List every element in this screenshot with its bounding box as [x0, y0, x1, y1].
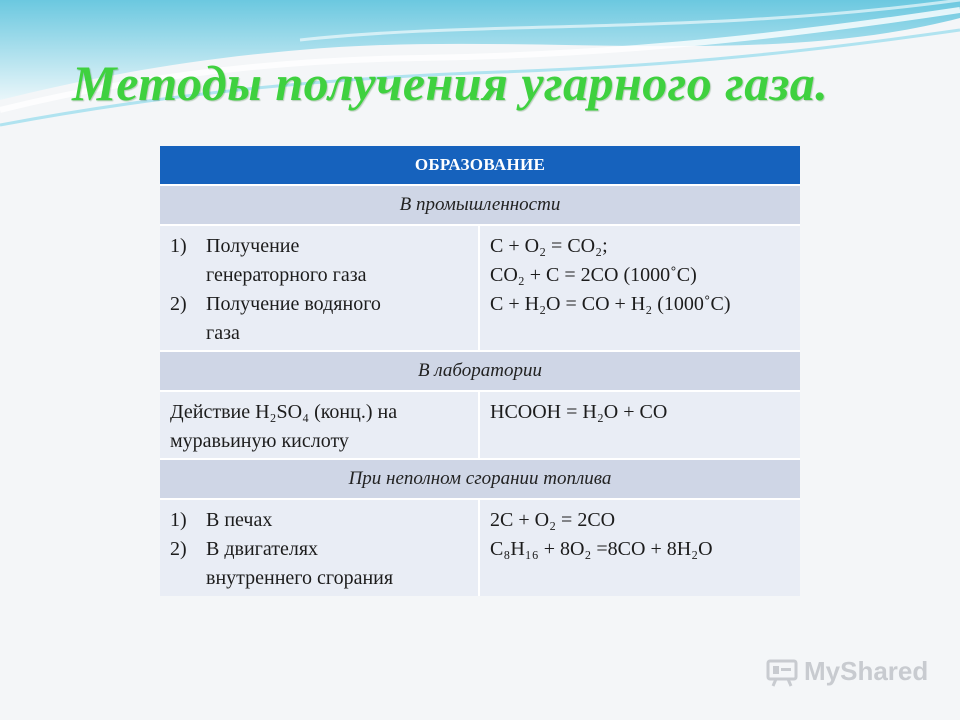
- list-text: газа: [206, 322, 240, 344]
- list-number: 1): [170, 509, 187, 531]
- list-text: внутреннего сгорания: [206, 567, 394, 589]
- list-text: В двигателях: [206, 538, 319, 560]
- methods-table: [160, 146, 800, 596]
- equation: C₈H₁₆ + 8O₂ =8CO + 8H₂O: [490, 538, 713, 560]
- lab-equation-cell: [480, 392, 800, 458]
- list-item: [170, 535, 468, 593]
- equation: CO₂ + C = 2CO (1000˚C): [490, 264, 697, 286]
- projector-icon: [766, 657, 798, 687]
- combustion-methods-cell: [160, 500, 480, 596]
- section-lab: В лаборатории: [160, 350, 800, 390]
- list-text: Получение: [206, 235, 300, 257]
- list-text: Получение водяного: [206, 293, 381, 315]
- list-number: 2): [170, 538, 187, 560]
- table-row: [160, 224, 800, 350]
- table-row: [160, 498, 800, 596]
- equation: HCOOH = H₂O + CO: [490, 401, 668, 423]
- list-number: 1): [170, 235, 187, 257]
- equation: 2C + O₂ = 2CO: [490, 509, 616, 531]
- section-combustion: При неполном сгорании топлива: [160, 458, 800, 498]
- myshared-watermark: [766, 656, 928, 687]
- cell-text: Действие H₂SO₄ (конц.) на: [170, 401, 398, 423]
- slide-title: Методы получения угарного газа.: [72, 55, 829, 111]
- lab-method-cell: [160, 392, 480, 458]
- section-industry: В промышленности: [160, 184, 800, 224]
- industry-methods-cell: [160, 226, 480, 350]
- industry-equations-cell: [480, 226, 800, 350]
- list-item: [170, 290, 468, 348]
- table-header: ОБРАЗОВАНИЕ: [160, 146, 800, 184]
- list-text: генераторного газа: [206, 264, 367, 286]
- list-item: [170, 232, 468, 290]
- equation: C + O₂ = CO₂;: [490, 235, 608, 257]
- watermark-text: MyShared: [804, 656, 929, 686]
- combustion-equations-cell: [480, 500, 800, 596]
- list-item: [170, 506, 468, 535]
- cell-text: муравьиную кислоту: [170, 430, 349, 452]
- table-row: [160, 390, 800, 458]
- equation: C + H₂O = CO + H₂ (1000˚C): [490, 293, 731, 315]
- list-text: В печах: [206, 509, 273, 531]
- list-number: 2): [170, 293, 187, 315]
